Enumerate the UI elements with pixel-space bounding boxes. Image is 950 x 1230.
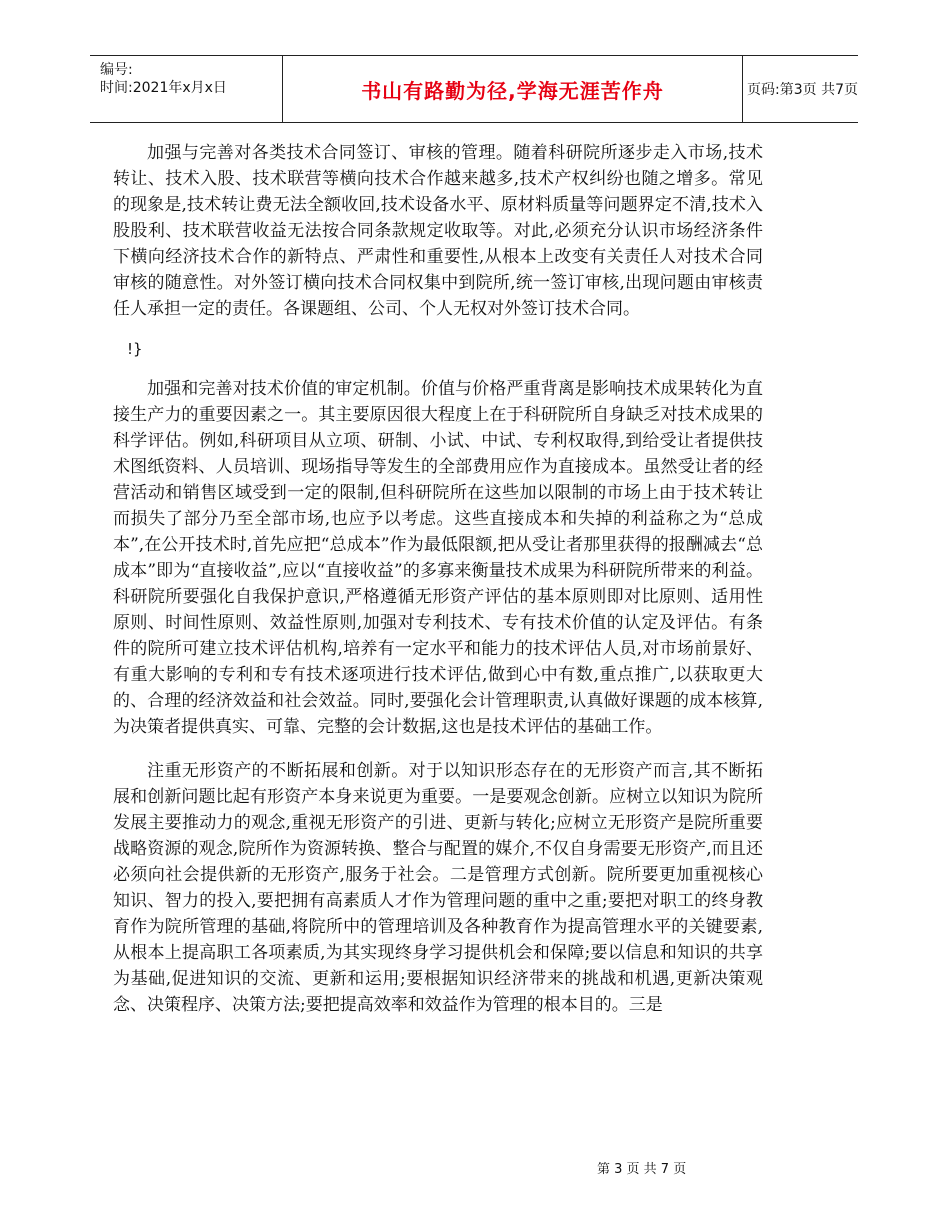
header-motto-cell — [282, 56, 743, 122]
paragraph-contract-management: 加强与完善对各类技术合同签订、审核的管理。随着科研院所逐步走入市场,技术转让、技术入股、技术联营等横向技术合作越来越多,技术产权纠纷也随之增多。常见的现象是,技术转让费无法全额收回,技术设备水平、原材料质量等问题界定不清,技术入股股利、技术联营收益无法按合同条款规定收取等。对此,必须充分认识市场经济条件下横向经济技术合作的新特点、严肃性和重要性,从根本上改变有关责任人对技术合同审核的随意性。对外签订横向技术合同权集中到院所,统一签订审核,出现问题由审核责任人承担一定的责任。各课题组、公司、个人无权对外签订技术合同。 — [113, 143, 763, 319]
motto-text: 书山有路勤为径,学海无涯苦作舟 — [361, 78, 664, 103]
header-page-info: 页码:第3页 共7页 — [747, 82, 858, 98]
footer-page-number: 第 3 页 共 7 页 — [597, 1162, 687, 1177]
header-meta — [90, 56, 282, 122]
header-page-cell — [741, 56, 858, 122]
document-body — [113, 140, 763, 1036]
paragraph-value-assessment: 加强和完善对技术价值的审定机制。价值与价格严重背离是影响技术成果转化为直接生产力的重要因素之一。其主要原因很大程度上在于科研院所自身缺乏对技术成果的科学评估。例如,科研项目从立项、研制、小试、中试、专利权取得,到给受让者提供技术图纸资料、人员培训、现场指导等发生的全部费用应作为直接成本。虽然受让者的经营活动和销售区域受到一定的限制,但科研院所在这些加以限制的市场上由于技术转让而损失了部分乃至全部市场,也应予以考虑。这些直接成本和失掉的利益称之为“总成本”,在公开技术时,首先应把“总成本”作为最低限额,把从受让者那里获得的报酬减去“总成本”即为“直接收益”,应以“直接收益”的多寡来衡量技术成果为科研院所带来的利益。科研院所要强化自我保护意识,严格遵循无形资产评估的基本原则即对比原则、适用性原则、时间性原则、效益性原则,加强对专利技术、专有技术价值的认定及评估。有条件的院所可建立技术评估机构,培养有一定水平和能力的技术评估人员,对市场前景好、有重大影响的专利和专有技术逐项进行技术评估,做到心中有数,重点推广,以获取更大的、合理的经济效益和社会效益。同时,要强化会计管理职责,认真做好课题的成本核算,为决策者提供真实、可靠、完整的会计数据,这也是技术评估的基础工作。 — [113, 379, 763, 737]
page-header — [90, 55, 858, 123]
paragraph-intangible-assets: 注重无形资产的不断拓展和创新。对于以知识形态存在的无形资产而言,其不断拓展和创新问题比起有形资产本身来说更为重要。一是要观念创新。应树立以知识为院所发展主要推动力的观念,重视无形资产的引进、更新与转化;应树立无形资产是院所重要战略资源的观念,院所作为资源转换、整合与配置的媒介,不仅自身需要无形资产,而且还必须向社会提供新的无形资产,服务于社会。二是管理方式创新。院所要更加重视核心知识、智力的投入,要把拥有高素质人才作为管理问题的重中之重;要把对职工的终身教育作为院所管理的基础,将院所中的管理培训及各种教育作为提高管理水平的关键要素,从根本上提高职工各项素质,为其实现终身学习提供机会和保障;要以信息和知识的共享为基础,促进知识的交流、更新和运用;要根据知识经济带来的挑战和机遇,更新决策观念、决策程序、决策方法;要把提高效率和效益作为管理的根本目的。三是 — [113, 761, 763, 1015]
stray-fragment: !} — [127, 340, 143, 358]
time-label: 时间:2021年x月x日 — [100, 80, 227, 96]
number-label: 编号: — [100, 62, 133, 78]
